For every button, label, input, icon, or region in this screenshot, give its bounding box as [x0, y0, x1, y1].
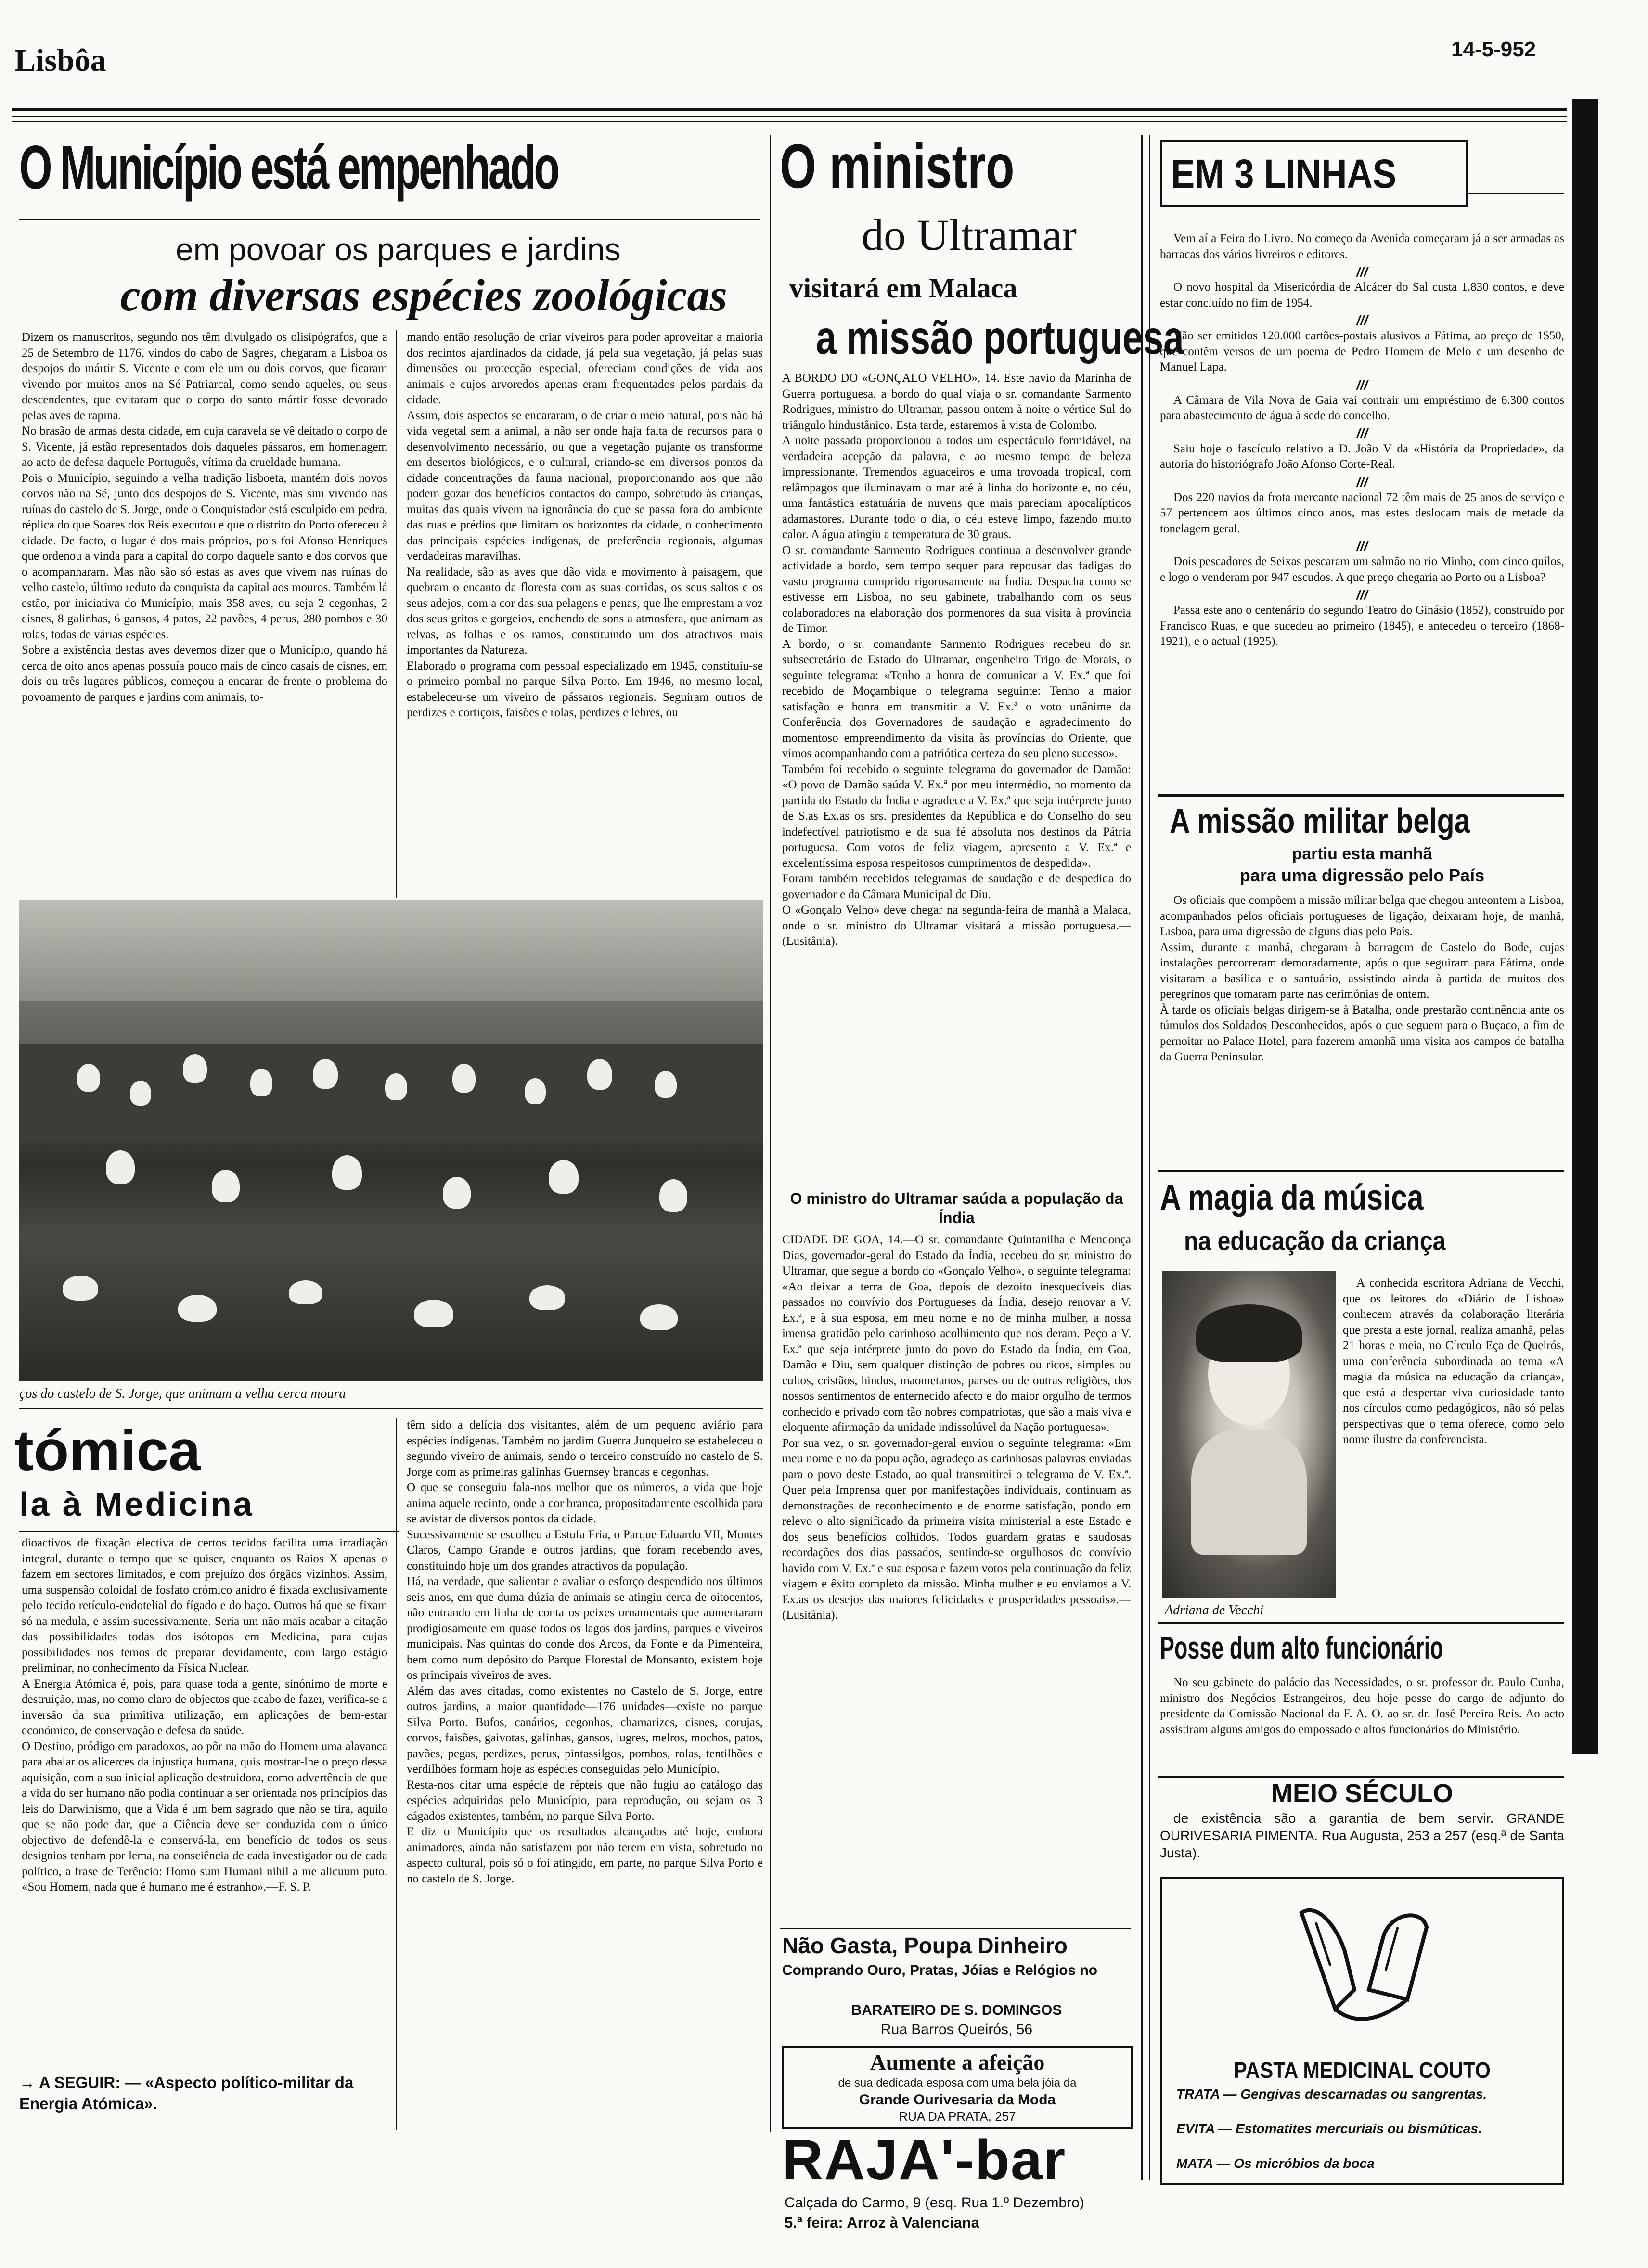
belga-headline: A missão militar belga [1170, 802, 1470, 840]
em3linhas-item-8: Passa este ano o centenário do segundo Teatro do Ginásio (1852), construído por Francisco Ruas, e que sucedeu ao primeiro (1845), e antecedeu o terceiro (1868-1921), e o actual (1925). [1160, 604, 1564, 648]
em3linhas-rule [1468, 193, 1564, 194]
ad-barateiro-title: Não Gasta, Poupa Dinheiro [782, 1933, 1068, 1958]
municipio-col1: Dizem os manuscritos, segundo nos têm divulgado os olisipógrafos, que a 25 de Setembro de 1176, vindos do cabo de Sagres, chegaram a Lisboa os despojos do mártir S. Vicente e com ele um ou dois corvos, que ficaram vivendo por muitos anos na Sé Patriarcal, como sendo aqueles, ou seus descendentes, que evitaram que o corpo do santo mártir fosse devorado pelas aves de rapina. No brasão de armas desta cidade, em cuja caravela se vê deitado o corpo de S. Vicente, já estão representados dois daqueles pássaros, em homenagem ao acto de defesa daquele Português, vítima da crueldade humana. Pois o Município, seguindo a velha tradição lisboeta, mantém dois novos corvos não na Sé, junto dos despojos de S. Vicente, mas sim vivendo nas ruínas do castelo de S. Jorge, onde o Conquistador está esculpido em pedra, réplica do que Soares dos Reis executou e que o distrito do Porto ofereceu à cidade. De facto, o lugar é dos mais próprios, pois foi Afonso Henriques que ordenou a vinda para a capital do corpo daquele santo e dos corvos que o acompanharam. Mas não são só estas as aves que vivem nas ruínas do velho castelo, último reduto da conquista da capital aos mouros. Também lá estão, por iniciativa do Município, mais 358 aves, ou seja 2 cegonhas, 2 cisnes, 8 galinhas, 6 gansos, 4 patos, 22 pavões, 4 perus, 280 pombos e 30 rolas, todas de várias espécies. Sobre a existência destas aves devemos dizer que o Município, quando há cerca de oito anos apenas possuía pouco mais de cinco casais de cisnes, em dois ou três lugares públicos, começou a encarar de frente o problema do povoamento de parques e jardins com animais, to- [22, 331, 387, 704]
ads-rule-top [780, 1928, 1131, 1929]
ad-barateiro-address: Rua Barros Queirós, 56 [880, 2022, 1033, 2037]
headline-rule [19, 219, 760, 220]
municipio-subtitle-2: com diversas espécies zoológicas [120, 271, 727, 321]
em3linhas-item-6: Dos 220 navios da frota mercante nacional 72 têm mais de 25 anos de serviço e 57 pertencem aos últimos cinco anos, mas estes deslocam mais de metade da tonelagem geral. [1160, 490, 1564, 535]
ministro-subhead: O ministro do Ultramar saúda a população da Índia [790, 1190, 1123, 1226]
municipio-headline: O Município está empenhado [19, 133, 558, 202]
em3linhas-item-5: Saiu hoje o fascículo relativo a D. João V da «História da Propriedade», da autoria do historiógrafo João Afonso Corte-Real. [1160, 442, 1564, 471]
section-masthead [14, 42, 106, 79]
municipio-subtitle: em povoar os parques e jardins [176, 232, 621, 267]
atomica-subtitle: la à Medicina [19, 1485, 254, 1523]
pasta-brand: PASTA MEDICINAL COUTO [1234, 2058, 1491, 2083]
belga-subtitle-2: para uma digressão pelo País [1239, 865, 1485, 885]
ad-barateiro-shop: BARATEIRO DE S. DOMINGOS [851, 2002, 1062, 2018]
meio-seculo-title: MEIO SÉCULO [1271, 1779, 1454, 1808]
atomica-rule [19, 1531, 399, 1532]
ministro-body-2: CIDADE DE GOA, 14.—O sr. comandante Quintanilha e Mendonça Dias, governador-geral do Estado da Índia, recebeu do sr. ministro do Ultramar, que segue a bordo do «Gonçalo Velho», o seguinte telegrama: «Ao deixar a terra de Goa, depois de dezoito inesquecíveis dias passados no convívio dos Portugueses da Índia, desejo renovar a V. Ex.ª, e à sua esposa, em meu nome e no de minha mulher, a nossa imensa gratidão pelo carinhoso acolhimento que nos deram. Peço a V. Ex.ª que seja intérprete junto do povo do Estado da Índia, em Goa, Damão e Diu, sem qualquer distinção de pobres ou ricos, simples ou cultos, cristãos, hindus, maometanos, parses ou de outras religiões, dos nossos sentimentos de enternecido afecto e do maior orgulho de termos conhecido e privado com tão nobres compatriotas, que são a mais viva e eloquente afirmação da unidade indissolúvel da Nação portuguesa». Por sua vez, o sr. governador-geral enviou o seguinte telegrama: «Em meu nome e no da população, agradeço as carinhosas palavras enviadas para o povo deste Estado, ao qual transmitirei o telegrama de V. Ex.ª. Quer pela Imprensa quer por manifestações individuais, continuam as demonstrações de reconhecimento e de enorme satisfação, pondo em relevo o alto significado da primeira visita ministerial a este Estado e dos seus benefícios colhidos. Todos guardam gratas e saudosas recordações dos dias passados, sentindo-se orgulhosos do convívio havido com V. Ex.ª e sua esposa e fazem votos pela continuação da feliz viagem e êxito completo da missão. Minha mulher e eu enviamos a V. Ex.as os desejos das maiores felicidades e prosperidades pessoais».—(Lusitânia). [782, 1233, 1131, 1622]
masthead-rule-thin-2 [12, 121, 1567, 122]
pasta-line-trata: TRATA — Gengivas descarnadas ou sangrentas. [1176, 2087, 1487, 2101]
ministro-subtitle: visitará em Malaca [789, 272, 1017, 304]
ad-moda-title: Aumente a afeição [870, 2050, 1045, 2075]
ad-moda [782, 2046, 1133, 2129]
masthead-rule [12, 108, 1567, 111]
em3linhas-list [1160, 231, 1564, 650]
em3linhas-sep: /// [1356, 474, 1368, 490]
em3linhas-sep: /// [1356, 539, 1368, 554]
section-title: Lisbôa [14, 43, 106, 78]
magia-headline: A magia da música [1160, 1177, 1424, 1217]
ministro-subtitle-2: a missão portuguesa [816, 311, 1184, 364]
column-rule-right [1141, 135, 1143, 2180]
col-sep-1 [396, 330, 397, 898]
em3linhas-header-box [1160, 140, 1468, 207]
ministro-headline: O ministro [780, 131, 1015, 201]
em3linhas-item-7: Dois pescadores de Seixas pescaram um salmão no rio Minho, com cinco quilos, e logo o venderam por 947 escudos. A que preço chegaria ao Porto ou a Lisboa? [1160, 555, 1564, 584]
em3linhas-sep: /// [1356, 264, 1368, 279]
magia-subtitle: na educação da criança [1184, 1225, 1446, 1256]
photo-rule [19, 1408, 763, 1409]
em3linhas-item-4: A Câmara de Vila Nova de Gaia vai contrair um empréstimo de 6.300 contos para abastecimento de água à sede do concelho. [1160, 393, 1564, 422]
atomica-body: dioactivos de fixação electiva de certos tecidos facilita uma irradiação integral, durante o tempo que se quiser, enquanto os Raios X apenas o fazem em sectores limitados, e com prejuízo dos órgãos vizinhos. Assim, uma suspensão coloidal de fosfato crómico anidro é fixada exclusivamente pelo tecido retículo-endotelial do fígado e do baço. Outros há que se fixam só na medula, e assim sucessivamente. Seria um não mais acabar a citação das possibilidades todas dos isótopos em Medicina, para cujas possibilidades nos temos de preparar devidamente, com largo estágio preliminar, no conhecimento da Física Nuclear. A Energia Atómica é, pois, para quase toda a gente, sinónimo de morte e destruição, mas, no como claro de objectos que acabo de fazer, verifica-se a inversão da sua primitiva utilização, em aplicações de bem-estar económico, de conservação e defesa da saúde. O Destino, pródigo em paradoxos, ao pôr na mão do Homem uma alavanca para abalar os alicerces da injustiça humana, quis mostrar-lhe o preço dessa aquisição, com a sua inicial aplicação destruidora, como advertência de que a vida do ser humano não podia continuar a ser orientada nos princípios das leis do Darwinismo, que a Vida é um bem sagrado que não se tira, aquilo que se não pode dar, que a Ciência deve ser conduzida com o único objectivo de defendê-la e conservá-la, em benefício de todos os seus designios tenham por lema, na consciência de cada investigador ou de cada político, a frase de Terêncio: Homo sum Humani nihil a me alicuum puto. «Sou Homem, nada que é humano me é estranho».—F. S. P. [22, 1536, 387, 1894]
em3linhas-sep: /// [1356, 587, 1368, 602]
ad-pasta-couto [1160, 1877, 1564, 2185]
castle-birds-photo [19, 900, 763, 1381]
em3linhas-sep: /// [1356, 313, 1368, 328]
ad-raja-address: Calçada do Carmo, 9 (esq. Rua 1.º Dezembro) [785, 2195, 1084, 2211]
col-sep-3 [770, 135, 771, 2132]
section-rule-meio [1158, 1776, 1564, 1778]
em3linhas-sep: /// [1356, 377, 1368, 392]
em3linhas-title: EM 3 LINHAS [1171, 151, 1397, 196]
em3linhas-sep: /// [1356, 425, 1368, 441]
atomica-next: → A SEGUIR: — «Aspecto político-militar da Energia Atómica». [19, 2074, 354, 2113]
posse-body: No seu gabinete do palácio das Necessidades, o sr. professor dr. Paulo Cunha, ministro dos Negócios Estrangeiros, deu hoje posse do cargo de adjunto do presidente da Comissão Nacional da F. A. O. ao sr. dr. José Pereira Reis. Ao acto assistiram alguns amigos do empossado e altos funcionários do Ministério. [1160, 1676, 1564, 1736]
adriana-caption: Adriana de Vecchi [1165, 1603, 1264, 1618]
municipio-col2-cont: têm sido a delícia dos visitantes, além de um pequeno aviário para espécies indígenas. Também no jardim Guerra Junqueiro se estabeleceu o segundo viveiro de animais, sendo o terceiro construído no castelo de S. Jorge com as primeiras galinhas Guernsey brancas e cegonhas. O que se conseguiu fala-nos melhor que os números, a vida que hoje anima aquele recinto, onde a cor branca, propositadamente escolhida para se avistar de diversos pontos da cidade. Sucessivamente se escolheu a Estufa Fria, o Parque Eduardo VII, Montes Claros, Campo Grande e outros jardins, que foram recebendo aves, constituindo hoje um dos grandes atractivos da população. Há, na verdade, que salientar e avaliar o esforço despendido nos últimos seis anos, em que duma dúzia de animais se atingiu cerca de oitocentos, não entrando em linha de conta os peixes ornamentais que aumentaram prodigiosamente em quase todos os lagos dos jardins, parques e viveiros municipais. Nas quintas do conde dos Arcos, da Fonte e da Pimenteira, bem como num depósito do Parque Florestal de Monsanto, existem hoje os principais viveiros de aves. Além das aves citadas, como existentes no Castelo de S. Jorge, entre outros jardins, a maior quantidade—176 unidades—existe no parque Silva Porto. Bufos, canários, cegonhas, chamarizes, cisnes, corujas, corvos, faisões, gaivotas, galinhas, gansos, lugres, melros, mochos, patos, pavões, pegas, perdizes, perus, pintassilgos, pombos, rolas, tentilhões e verdilhões formam hoje as espécies conseguidas pelo Município. Resta-nos citar uma espécie de répteis que não fugiu ao catálogo das espécies adquiridas pelo Município, para reprodução, ou sejam os 3 cágados existentes, também, no parque Silva Porto. E diz o Município que os resultados alcançados até hoje, embora animadores, ainda não satisfazem por não terem em vista, sobretudo no aspecto cultural, pois só o foi atingido, em parte, no parque Silva Porto e no castelo de S. Jorge. [407, 1418, 763, 1885]
em3linhas-item-3: Vão ser emitidos 120.000 cartões-postais alusivos a Fátima, ao preço de 1$50, que contêm versos de um poema de Pedro Homem de Melo e um desenho de Manuel Lapa. [1160, 329, 1564, 374]
margin-bar [1572, 99, 1598, 1754]
page-date: 14-5-952 [1451, 38, 1536, 61]
meio-seculo-body: de existência são a garantia de bem servir. GRANDE OURIVESARIA PIMENTA. Rua Augusta, 253 a 257 (esq.ª de Santa Justa). [1160, 1811, 1564, 1860]
ad-moda-address: RUA DA PRATA, 257 [899, 2109, 1016, 2124]
posse-headline: Posse dum alto funcionário [1160, 1630, 1443, 1665]
masthead-rule-thin [12, 116, 1567, 117]
toothbrush-hand-icon [1282, 1894, 1446, 2038]
ad-raja-title: RAJA'-bar [782, 2128, 1067, 2192]
section-rule-belga [1158, 794, 1564, 797]
col-sep-2 [396, 1418, 397, 2130]
adriana-portrait [1162, 1271, 1336, 1598]
section-rule-posse [1158, 1622, 1564, 1624]
ministro-body: A BORDO DO «GONÇALO VELHO», 14. Este navio da Marinha de Guerra portuguesa, a bordo do qual viaja o sr. comandante Sarmento Rodrigues, ministro do Ultramar, passou ontem à noite o vértice Sul do triângulo hindustânico. Esta tarde, estaremos à vista de Colombo. A noite passada proporcionou a todos um espectáculo formidável, na verdadeira acepção da palavra, e ao mesmo tempo de beleza impressionante. Tremendos aguaceiros e uma trovoada tropical, com relâmpagos que iluminavam o mar até à linha do horizonte e, no céu, uma fantástica estatuária de nuvens que mais pareciam apocalípticos adamastores. Durante todo o dia, o céu esteve limpo, fazendo muito calor. A água atingiu a temperatura de 30 graus. O sr. comandante Sarmento Rodrigues continua a desenvolver grande actividade a bordo, sem tempo sequer para repousar das fadigas do vasto programa cumprido rigorosamente na Índia. Despacha como se estivesse em Lisboa, no seu gabinete, trabalhando com os seus colaboradores na elaboração dos pormenores da sua visita à província de Timor. A bordo, o sr. comandante Sarmento Rodrigues recebeu do sr. subsecretário de Estado do Ultramar, engenheiro Trigo de Morais, o seguinte telegrama: «Tenho a honra de comunicar a V. Ex.ª que foi recebido de Moçambique o telegrama seguinte: Tenho a maior satisfação e honra em transmitir a V. Ex.ª o voto unânime da Conferência dos Governadores de saudação e agradecimento do momentoso empreendimento da visita às províncias do Oriente, que vimos acompanhando com a patriótica certeza do seu pleno sucesso». Também foi recebido o seguinte telegrama do governador de Damão: «O povo de Damão saúda V. Ex.ª por meu intermédio, no momento da partida do Estado da Índia e agradece a V. Ex.ª que seja intérprete junto de S.as Ex.as os srs. presidentes da República e do Conselho do seu indefectível patriotismo e da sua fé absoluta nos destinos da Pátria portuguesa. Com votos de feliz viagem, apresento a V. Ex.ª e excelentíssima esposa respeitosos cumprimentos de despedida». Foram também recebidos telegramas de saudação e de despedida do governador e da Câmara Municipal de Diu. O «Gonçalo Velho» deve chegar na segunda-feira de manhã a Malaca, onde o sr. ministro do Ultramar visitará a missão portuguesa.— (Lusitânia). [782, 372, 1131, 948]
ad-raja-special: 5.ª feira: Arroz à Valenciana [785, 2214, 979, 2231]
ad-barateiro-text: Comprando Ouro, Pratas, Jóias e Relógios no [782, 1962, 1098, 1978]
magia-body: A conhecida escritora Adriana de Vecchi, que os leitores do «Diário de Lisboa» conhecem através da colaboração literária que presta a este jornal, realiza amanhã, pelas 21 horas e meia, no Círculo Eça de Queirós, uma conferência subordinada ao tema «A magia da música na educação da criança», que está a despertar viva curiosidade tanto nos círculos como pedagógicos, não só pelas perspectivas que o tema oferece, como pelo nome ilustre da conferencista. [1343, 1276, 1564, 1446]
photo-caption: ços do castelo de S. Jorge, que animam a velha cerca moura [19, 1386, 346, 1401]
ad-moda-shop: Grande Ourivesaria da Moda [859, 2092, 1056, 2108]
em3linhas-item-1: Vem aí a Feira do Livro. No começo da Avenida começaram já a ser armadas as barracas dos vários livreiros e editores. [1160, 232, 1564, 261]
belga-body: Os oficiais que compõem a missão militar belga que chegou anteontem a Lisboa, acompanhados pelos oficiais portugueses de ligação, deixaram hoje, de manhã, Lisboa, para uma digressão de alguns dias pelo País. Assim, durante a manhã, chegaram à barragem de Castelo do Bode, cujas instalações percorreram demoradamente, após o que seguiram para Fátima, onde visitaram a basílica e o santuário, assistindo ainda à partida de muitos dos peregrinos que tomaram parte nas cerimónias de ontem. À tarde os oficiais belgas dirigem-se à Batalha, onde prestarão continência ante os túmulos dos Soldados Desconhecidos, após o que seguem para o Buçaco, a fim de pernoitar no Palace Hotel, para fazerem amanhã uma visita aos campos de batalha da Guerra Peninsular. [1160, 894, 1564, 1063]
atomica-headline: tómica [14, 1418, 201, 1483]
pasta-line-mata: MATA — Os micróbios da boca [1176, 2156, 1375, 2171]
section-rule-magia [1158, 1170, 1564, 1172]
municipio-col2: mando então resolução de criar viveiros para poder aproveitar a maioria dos recintos ajardinados da cidade, já pela sua vegetação, já pelas suas dimensões ou protecção especial, ofereciam condições de vida aos animais e cujos arvoredos apenas eram frequentados pelos pardais da cidade. Assim, dois aspectos se encararam, o de criar o meio natural, pois não há vida vegetal sem a animal, a não ser onde haja falta de recursos para o desenvolvimento necessário, ou que a vegetação pujante os transforme em desertos biológicos, e o cultural, criando-se em diversos pontos da cidade concentrações da fauna nacional, proporcionando aos que não podem gozar dos benefícios contactos do campo, sobretudo às crianças, muitas das quais vivem na ignorância do que se passa fora do ambiente das ruas e prédios que limitam os horizontes da cidade, o conhecimento das principais espécies indígenas, de preferência regionais, algumas verdadeiras maravilhas. Na realidade, são as aves que dão vida e movimento à paisagem, que quebram o encanto da floresta com as suas corridas, os seus saltos e os seus adejos, com a cor das sua pelagens e penas, que lhe emprestam a voz dos seus gritos e gorgeios, enchendo de sons a atmosfera, que animam as relvas, as folhas e os ramos, constituindo um dos atractivos mais importantes da Natureza. Elaborado o programa com pessoal especializado em 1945, constituiu-se o primeiro pombal no parque Silva Porto. Em 1946, no mesmo local, estabeleceu-se um viveiro de pássaros regionais. Seguiram outros de perdizes e cortiçois, faisões e rolas, perdizes e lebres, ou [407, 331, 763, 719]
pasta-line-evita: EVITA — Estomatites mercuriais ou bismúticas. [1176, 2121, 1482, 2136]
ministro-headline-2: do Ultramar [862, 210, 1077, 259]
em3linhas-item-2: O novo hospital da Misericórdia de Alcácer do Sal custa 1.830 contos, e deve estar concluído no fim de 1954. [1160, 281, 1564, 309]
column-rule-right-2 [1149, 135, 1150, 2180]
belga-subtitle: partiu esta manhã [1292, 845, 1432, 863]
ad-moda-text: de sua dedicada esposa com uma bela jóia da [838, 2076, 1077, 2089]
